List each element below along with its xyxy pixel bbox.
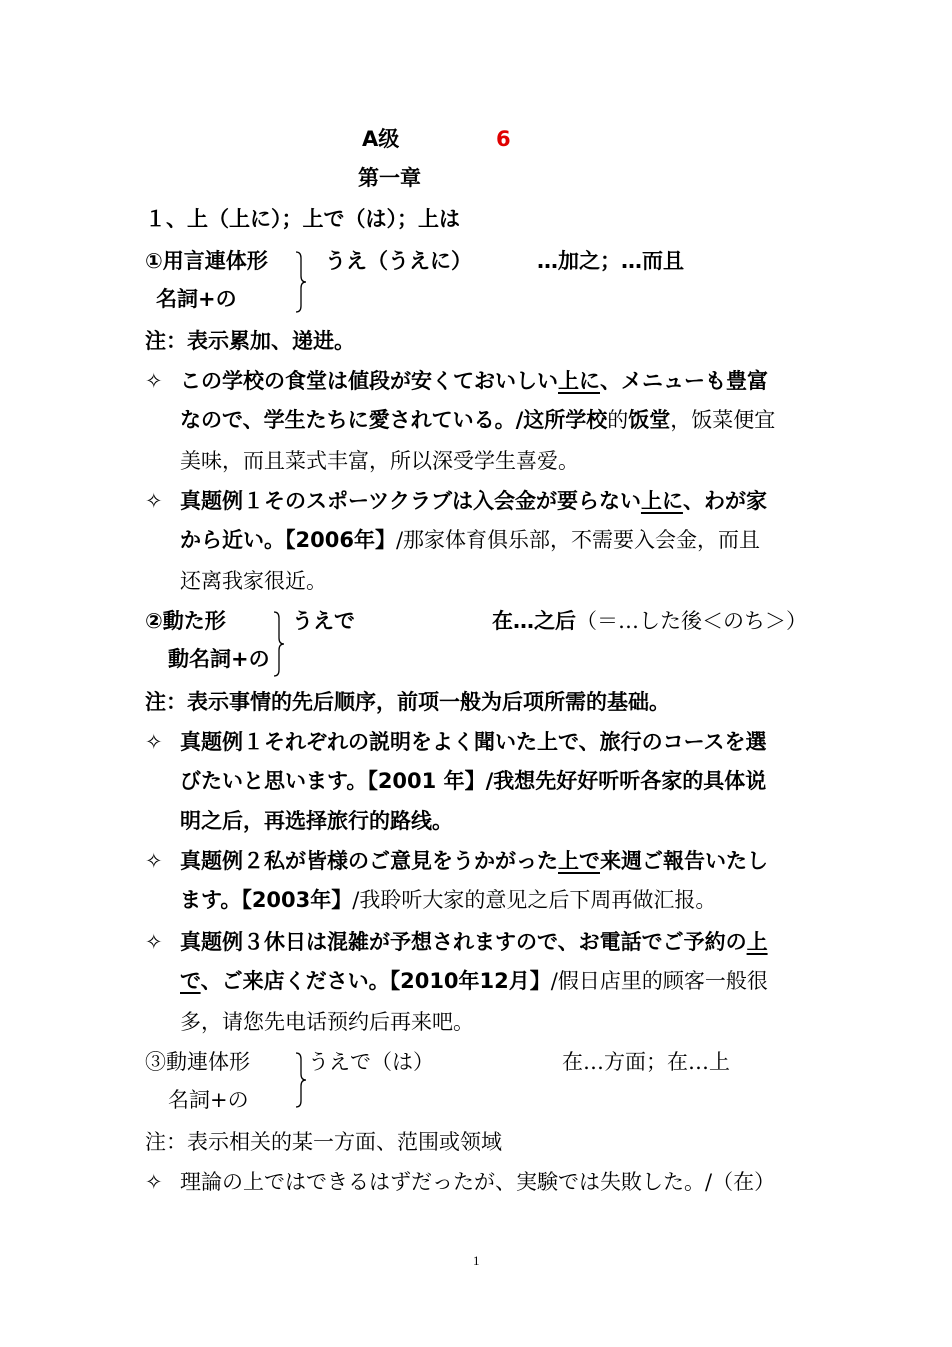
bullet-icon: ✧ [145,1170,163,1194]
form2-reading: うえで [292,609,355,633]
ex4-line2: ます。【2003年】/我聆听大家的意见之后下周再做汇报。 [180,888,717,912]
bullet-icon: ✧ [145,730,163,754]
bullet-icon: ✧ [145,489,163,513]
form3-reading: うえで（は） [308,1050,434,1074]
ex4-line1: 真题例２私が皆様のご意見をうかがった上で来週ご報告いたし [180,849,768,873]
bullet-icon: ✧ [145,849,163,873]
section-title: １、上（上に）；上で（は）；上は [145,207,460,231]
form3-pattern2: 名詞+の [168,1088,249,1112]
note1: 注：表示累加、递进。 [145,329,355,353]
form1-pattern: ①用言連体形 [145,249,268,273]
ex1-line3: 美味，而且菜式丰富，所以深受学生喜爱。 [180,449,579,473]
form2-pattern: ②動た形 [145,609,226,633]
form3-meaning: 在…方面；在…上 [562,1050,730,1074]
chapter-title: 第一章 [358,166,421,190]
form2-meaning: 在…之后（＝…した後＜のち＞） [492,609,807,633]
level-label: A级 [362,127,400,151]
bullet-icon: ✧ [145,930,163,954]
form2-brace [272,610,286,678]
form1-brace [294,250,308,314]
ex3-line2: びたいと思います。【2001 年】/我想先好好听听各家的具体说 [180,769,767,793]
form1-pattern2: 名詞+の [156,287,237,311]
ex5-line2: で、ご来店ください。【2010年12月】/假日店里的顾客一般很 [180,969,768,993]
ex1-line2: なので、学生たちに愛されている。/这所学校的饭堂，饭菜便宜 [180,408,776,432]
ex3-line1: 真题例１それぞれの説明をよく聞いた上で、旅行のコースを選 [180,730,767,754]
form1-reading: うえ（うえに） [325,249,472,273]
note2: 注：表示事情的先后顺序，前项一般为后项所需的基础。 [145,690,670,714]
level-number: 6 [496,127,511,151]
ex3-line3: 明之后，再选择旅行的路线。 [180,809,453,833]
ex2-line3: 还离我家很近。 [180,569,327,593]
page-number: 1 [473,1253,480,1268]
ex2-line2: から近い。【2006年】/那家体育俱乐部，不需要入会金，而且 [180,528,761,552]
ex2-line1: 真题例１そのスポーツクラブは入会金が要らない上に、わが家 [180,489,767,513]
form2-pattern2: 動名詞+の [168,647,270,671]
note3: 注：表示相关的某一方面、范围或领域 [145,1130,502,1154]
ex5-line1: 真题例３休日は混雑が予想されますので、お電話でご予約の上 [180,930,768,954]
form3-brace [294,1051,308,1109]
ex1-line1: この学校の食堂は値段が安くておいしい上に、メニューも豊富 [180,369,768,393]
bullet-icon: ✧ [145,369,163,393]
ex5-line3: 多，请您先电话预约后再来吧。 [180,1010,474,1034]
ex6-line1: 理論の上ではできるはずだったが、実験では失敗した。/（在） [180,1170,776,1194]
form3-pattern: ③動連体形 [145,1050,250,1074]
form1-meaning: …加之；…而且 [537,249,684,273]
